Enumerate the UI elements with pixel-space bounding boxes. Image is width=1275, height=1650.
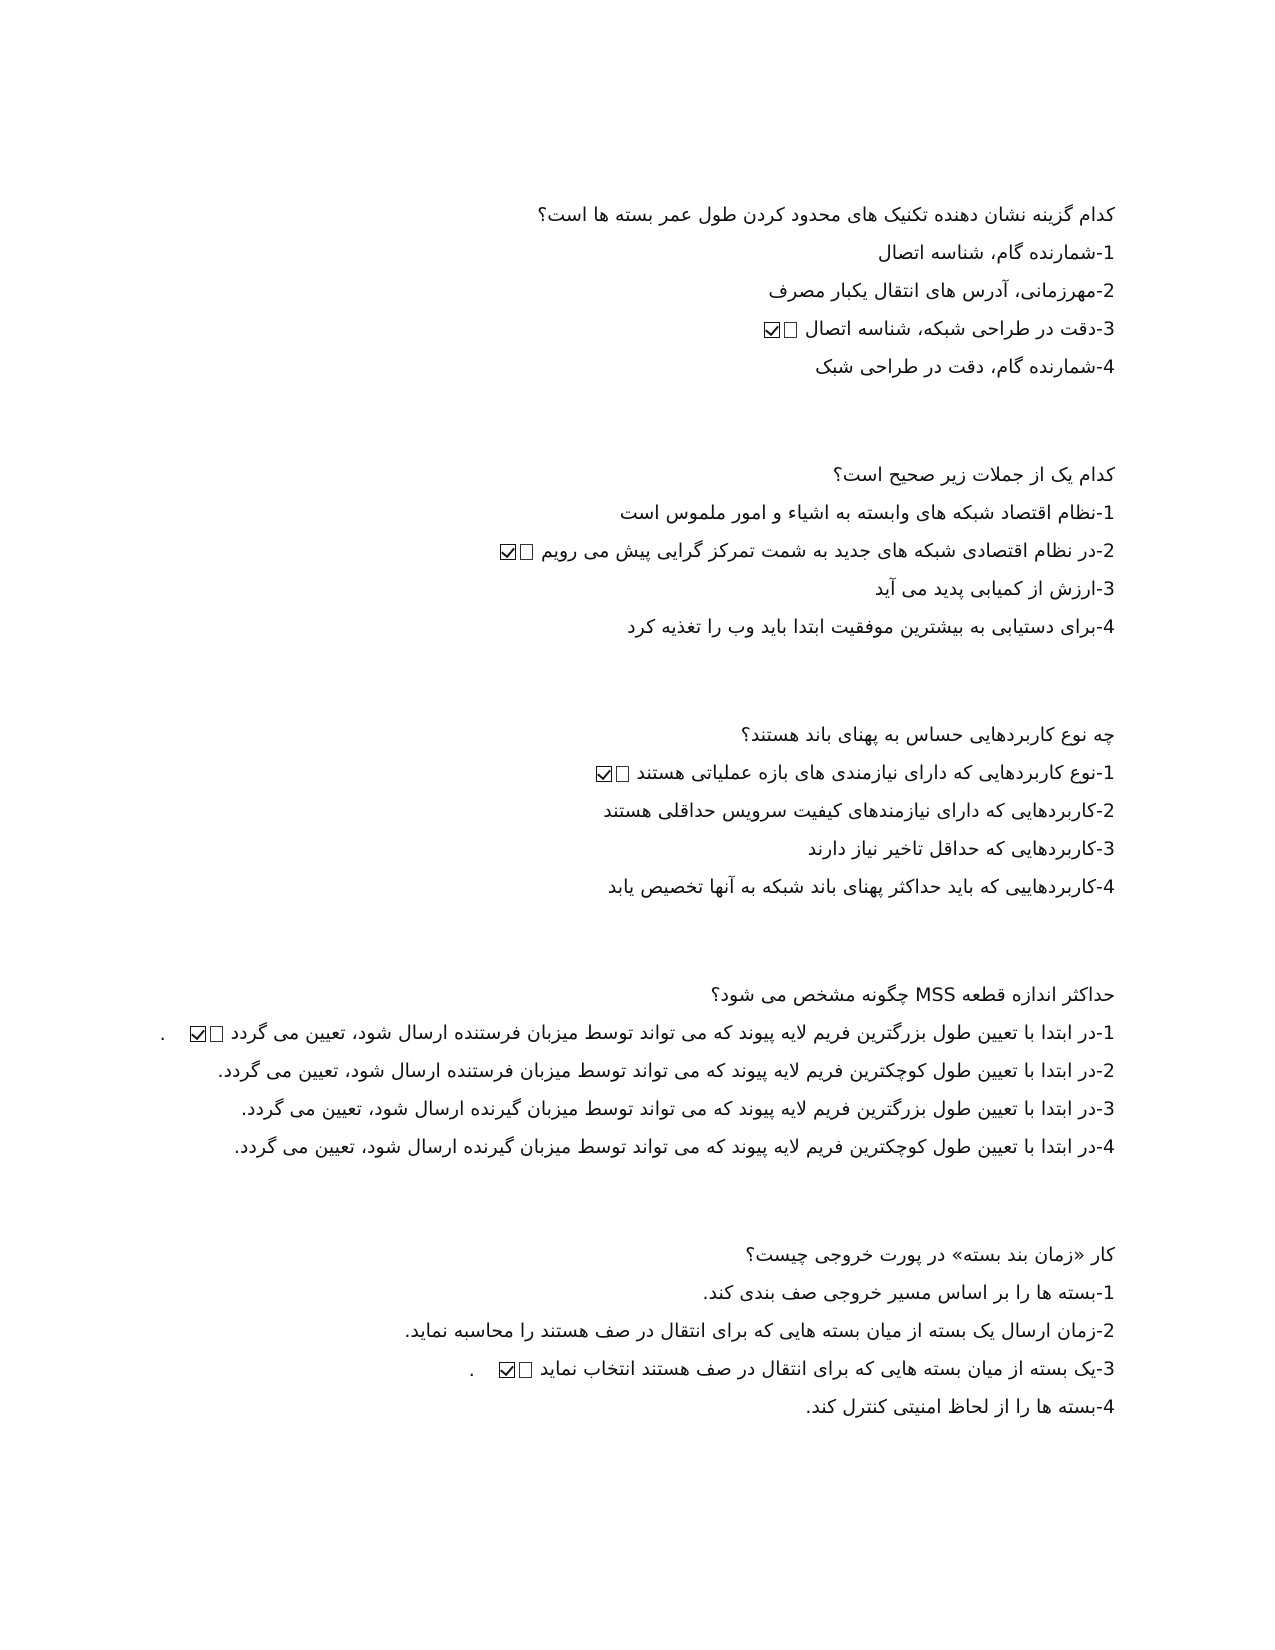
question-text: چه نوع کاربردهایی حساس به پهنای باند هستند؟ [740, 724, 1115, 746]
option-4[interactable] [115, 348, 1115, 386]
option-label: 3-دقت در طراحی شبکه، شناسه اتصال [804, 318, 1115, 340]
trailing-dot: . [468, 1358, 475, 1381]
option-2[interactable] [115, 532, 1115, 570]
option-label: 4-در ابتدا با تعیین طول کوچکترین فریم لایه پیوند که می تواند توسط میزبان گیرنده ارسال شود، تعیین می گردد. [233, 1136, 1115, 1158]
question-text: کدام یک از جملات زیر صحیح است؟ [832, 464, 1115, 486]
option-2[interactable] [115, 1052, 1115, 1090]
question-5 [115, 1236, 1115, 1426]
option-label: 2-کاربردهایی که دارای نیازمندهای کیفیت سرویس حداقلی هستند [603, 800, 1115, 822]
checkbox-checked-icon[interactable] [190, 1026, 206, 1042]
option-3[interactable] [115, 1350, 1115, 1388]
option-3[interactable] [115, 830, 1115, 868]
checkbox-checked-icon[interactable] [764, 322, 780, 338]
option-2[interactable] [115, 272, 1115, 310]
option-1[interactable] [115, 1014, 1115, 1052]
option-label: 3-در ابتدا با تعیین طول بزرگترین فریم لایه پیوند که می تواند توسط میزبان گیرنده ارسال شود، تعیین می گردد. [241, 1098, 1115, 1120]
question-text: کدام گزینه نشان دهنده تکنیک های محدود کردن طول عمر بسته ها است؟ [537, 204, 1115, 226]
option-label: 4-کاربردهاییی که باید حداکثر پهنای باند شبکه به آنها تخصیص یابد [607, 876, 1115, 898]
checkbox-checked-icon[interactable] [499, 1362, 515, 1378]
empty-box-icon [519, 1362, 532, 1378]
empty-box-icon [520, 544, 533, 560]
answer-mark [762, 311, 799, 349]
question-2 [115, 456, 1115, 646]
empty-box-icon [210, 1026, 223, 1042]
option-4[interactable] [115, 868, 1115, 906]
option-label: 1-بسته ها را بر اساس مسیر خروجی صف بندی کند. [702, 1282, 1115, 1304]
option-label: 4-برای دستیابی به بیشترین موفقیت ابتدا باید وب را تغذیه کرد [627, 616, 1115, 638]
question-3 [115, 716, 1115, 906]
option-label: 2-مهرزمانی، آدرس های انتقال یکبار مصرف [768, 280, 1115, 302]
option-2[interactable] [115, 1312, 1115, 1350]
answer-mark [497, 1351, 534, 1389]
question-text: حداکثر اندازه قطعه MSS چگونه مشخص می شود؟ [710, 984, 1115, 1006]
empty-box-icon [784, 322, 797, 338]
option-label: 3-یک بسته از میان بسته هایی که برای انتقال در صف هستند انتخاب نماید [539, 1358, 1115, 1380]
trailing-dot: . [159, 1022, 166, 1045]
question-4 [115, 976, 1115, 1166]
option-3[interactable] [115, 1090, 1115, 1128]
question-1 [115, 196, 1115, 386]
option-4[interactable] [115, 608, 1115, 646]
option-label: 2-زمان ارسال یک بسته از میان بسته هایی که برای انتقال در صف هستند را محاسبه نماید. [404, 1320, 1115, 1342]
option-label: 1-نظام اقتصاد شبکه های وابسته به اشیاء و امور ملموس است [619, 502, 1115, 524]
checkbox-checked-icon[interactable] [596, 766, 612, 782]
option-label: 4-بسته ها را از لحاظ امنیتی کنترل کند. [805, 1396, 1115, 1418]
option-4[interactable] [115, 1388, 1115, 1426]
answer-mark [188, 1015, 225, 1053]
option-3[interactable] [115, 570, 1115, 608]
option-1[interactable] [115, 754, 1115, 792]
answer-mark [498, 533, 535, 571]
option-label: 2-در ابتدا با تعیین طول کوچکترین فریم لایه پیوند که می تواند توسط میزبان فرستنده ارسال شود، تعیین می گردد. [217, 1060, 1115, 1082]
option-1[interactable] [115, 494, 1115, 532]
empty-box-icon [616, 766, 629, 782]
option-label: 1-در ابتدا با تعیین طول بزرگترین فریم لایه پیوند که می تواند توسط میزبان فرستنده ارسال شود، تعیین می گردد [230, 1022, 1115, 1044]
option-label: 3-کاربردهایی که حداقل تاخیر نیاز دارند [807, 838, 1115, 860]
option-2[interactable] [115, 792, 1115, 830]
question-text: کار «زمان بند بسته» در پورت خروجی چیست؟ [745, 1244, 1115, 1266]
answer-mark [594, 755, 631, 793]
option-label: 4-شمارنده گام، دقت در طراحی شبک [815, 356, 1115, 378]
option-4[interactable] [115, 1128, 1115, 1166]
option-3[interactable] [115, 310, 1115, 348]
option-label: 2-در نظام اقتصادی شبکه های جدید به شمت تمرکز گرایی پیش می رویم [541, 540, 1115, 562]
option-1[interactable] [115, 1274, 1115, 1312]
checkbox-checked-icon[interactable] [500, 544, 516, 560]
option-label: 1-نوع کاربردهایی که دارای نیازمندی های بازه عملیاتی هستند [636, 762, 1115, 784]
option-label: 1-شمارنده گام، شناسه اتصال [877, 242, 1115, 264]
option-1[interactable] [115, 234, 1115, 272]
option-label: 3-ارزش از کمیابی پدید می آید [874, 578, 1115, 600]
